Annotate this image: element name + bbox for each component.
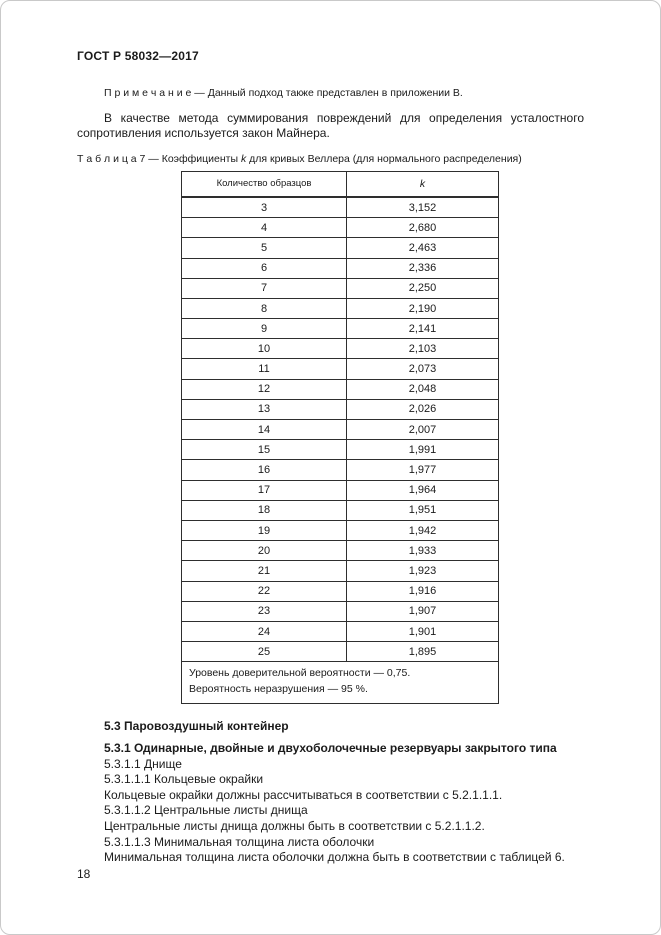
k-value-cell: 1,907	[347, 601, 499, 621]
table-body	[182, 197, 499, 662]
section-line: 5.3.1 Одинарные, двойные и двухоболочечные резервуары закрытого типа	[104, 740, 557, 755]
sample-count-cell: 19	[182, 520, 347, 540]
table-row	[182, 298, 499, 318]
table-row	[182, 420, 499, 440]
k-value-cell: 2,026	[347, 399, 499, 419]
table-header-row	[182, 171, 499, 197]
k-value-cell: 2,048	[347, 379, 499, 399]
table-row	[182, 379, 499, 399]
sample-count-cell: 24	[182, 621, 347, 641]
page-content	[1, 1, 660, 865]
sample-count-cell: 9	[182, 319, 347, 339]
k-value-cell: 1,895	[347, 642, 499, 662]
table-row	[182, 339, 499, 359]
section-line: 5.3.1.1.2 Центральные листы днища	[104, 803, 308, 818]
sample-count-cell: 25	[182, 642, 347, 662]
k-value-cell: 1,916	[347, 581, 499, 601]
table-footnote-line1: Уровень доверительной вероятности — 0,75.	[189, 667, 411, 680]
standard-code-header: ГОСТ Р 58032—2017	[77, 49, 199, 63]
k-value-cell: 2,680	[347, 218, 499, 238]
sample-count-cell: 23	[182, 601, 347, 621]
note-paragraph: П р и м е ч а н и е — Данный подход также представлен в приложении В.	[104, 87, 463, 99]
table-row	[182, 561, 499, 581]
sample-count-cell: 18	[182, 500, 347, 520]
k-value-cell: 1,942	[347, 520, 499, 540]
table-caption-part1: Т а б л и ц а 7 — Коэффициенты	[77, 153, 241, 166]
k-value-cell: 1,951	[347, 500, 499, 520]
k-value-cell: 2,336	[347, 258, 499, 278]
k-value-cell: 1,901	[347, 621, 499, 641]
table-row	[182, 440, 499, 460]
sample-count-cell: 16	[182, 460, 347, 480]
table-row	[182, 621, 499, 641]
k-value-cell: 2,103	[347, 339, 499, 359]
sample-count-cell: 21	[182, 561, 347, 581]
sample-count-cell: 6	[182, 258, 347, 278]
section-line: 5.3.1.1 Днище	[104, 756, 182, 771]
sample-count-cell: 8	[182, 298, 347, 318]
table-row	[182, 238, 499, 258]
section-line: 5.3 Паровоздушный контейнер	[104, 718, 289, 733]
sample-count-cell: 13	[182, 399, 347, 419]
table-row	[182, 460, 499, 480]
table-row	[182, 500, 499, 520]
sample-count-cell: 7	[182, 278, 347, 298]
sample-count-cell: 4	[182, 218, 347, 238]
table-footnote	[182, 662, 499, 704]
table-row	[182, 399, 499, 419]
k-value-cell: 2,463	[347, 238, 499, 258]
column-header-k: k	[347, 171, 499, 197]
page-number: 18	[77, 867, 91, 881]
k-value-cell: 2,073	[347, 359, 499, 379]
sample-count-cell: 12	[182, 379, 347, 399]
table-row	[182, 278, 499, 298]
section-line: Минимальная толщина листа оболочки должна быть в соответствии с таблицей 6.	[104, 850, 565, 865]
k-value-cell: 1,991	[347, 440, 499, 460]
table-row	[182, 258, 499, 278]
table-head	[182, 171, 499, 197]
table-row	[182, 520, 499, 540]
section-line: 5.3.1.1.1 Кольцевые окрайки	[104, 772, 264, 787]
sample-count-cell: 15	[182, 440, 347, 460]
column-header-samples: Количество образцов	[182, 171, 347, 197]
k-value-cell: 1,964	[347, 480, 499, 500]
table-caption	[77, 153, 584, 166]
sample-count-cell: 10	[182, 339, 347, 359]
k-value-cell: 2,190	[347, 298, 499, 318]
table-row	[182, 359, 499, 379]
table-row	[182, 581, 499, 601]
table-row	[182, 601, 499, 621]
table-foot	[182, 662, 499, 704]
section-line: Кольцевые окрайки должны рассчитываться в соответствии с 5.2.1.1.1.	[104, 787, 503, 802]
k-value-cell: 2,141	[347, 319, 499, 339]
k-value-cell: 1,977	[347, 460, 499, 480]
weller-coefficients-table	[181, 171, 499, 704]
table-row	[182, 218, 499, 238]
table-row	[182, 642, 499, 662]
table-row	[182, 480, 499, 500]
table-footnote-line2: Вероятность неразрушения — 95 %.	[189, 683, 368, 696]
section-line: Центральные листы днища должны быть в соответствии с 5.2.1.1.2.	[104, 818, 485, 833]
sample-count-cell: 22	[182, 581, 347, 601]
section-text-block	[77, 719, 584, 865]
k-value-cell: 2,007	[347, 420, 499, 440]
sample-count-cell: 11	[182, 359, 347, 379]
table-row	[182, 197, 499, 218]
sample-count-cell: 20	[182, 541, 347, 561]
k-value-cell: 1,923	[347, 561, 499, 581]
k-value-cell: 2,250	[347, 278, 499, 298]
sample-count-cell: 3	[182, 197, 347, 218]
k-value-cell: 1,933	[347, 541, 499, 561]
sample-count-cell: 5	[182, 238, 347, 258]
table-footer-row	[182, 662, 499, 704]
table-caption-k-symbol: k	[240, 153, 247, 166]
table-row	[182, 541, 499, 561]
intro-paragraph: В качестве метода суммирования повреждений для определения усталостного сопротивления используется закон Майнера.	[77, 111, 584, 140]
section-line: 5.3.1.1.3 Минимальная толщина листа оболочки	[104, 834, 375, 849]
k-value-cell: 3,152	[347, 197, 499, 218]
table-caption-part2: для кривых Веллера (для нормального распределения)	[246, 153, 522, 166]
sample-count-cell: 17	[182, 480, 347, 500]
sample-count-cell: 14	[182, 420, 347, 440]
table-row	[182, 319, 499, 339]
